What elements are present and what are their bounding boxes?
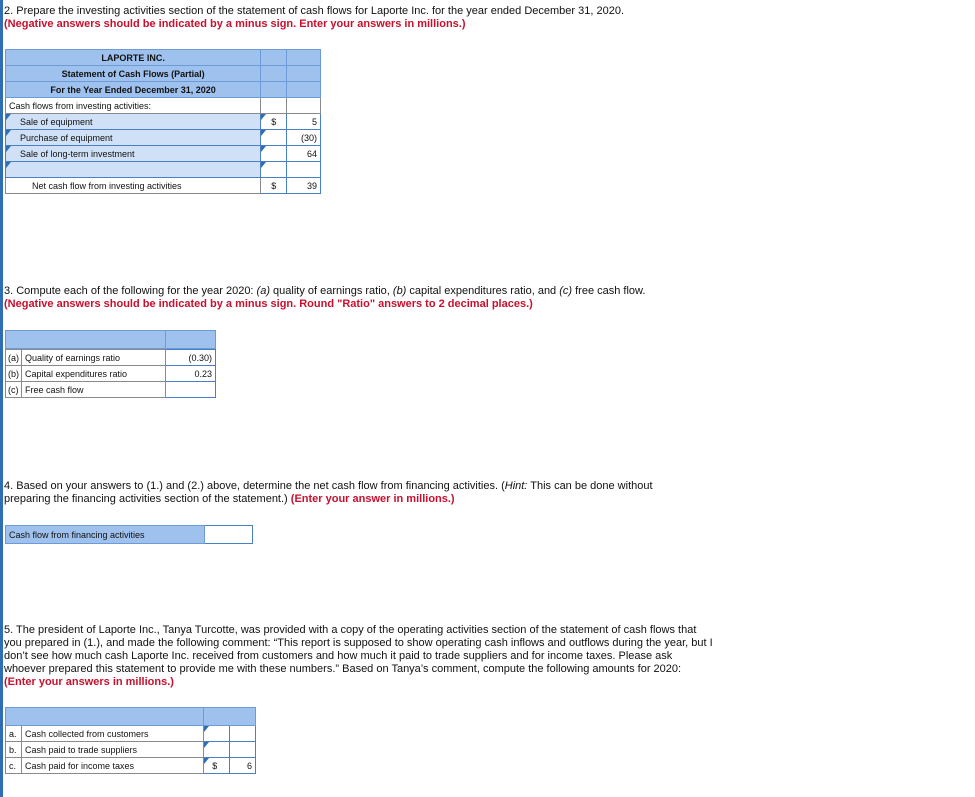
amount-a-dollar[interactable]	[204, 726, 230, 742]
net-investing-value: 39	[287, 178, 321, 194]
part2-text: 2. Prepare the investing activities section of the statement of cash flows for Laporte Inc. for the year ended December 31, 2020.	[4, 5, 625, 17]
amount-c-label: Cash paid for income taxes	[21, 758, 203, 774]
financing-label: Cash flow from financing activities	[6, 526, 205, 544]
section-label: Cash flows from investing activities:	[6, 98, 261, 114]
statement-title: Statement of Cash Flows (Partial)	[6, 66, 261, 82]
net-investing-label: Net cash flow from investing activities	[6, 178, 261, 194]
amount-b-letter: b.	[6, 742, 22, 758]
row-empty-value[interactable]	[287, 162, 321, 178]
part3-instruction: (Negative answers should be indicated by a minus sign. Round "Ratio" answers to 2 decimal places.)	[4, 298, 533, 310]
ratio-a-value[interactable]: (0.30)	[165, 350, 215, 366]
part2-question	[4, 5, 624, 31]
row-sale-investment-label[interactable]: Sale of long-term investment	[6, 146, 261, 162]
amount-c-dollar[interactable]: $	[204, 758, 230, 774]
ratio-b-value[interactable]: 0.23	[165, 366, 215, 382]
ratio-c-letter: (c)	[6, 382, 22, 398]
part3-text: 3. Compute each of the following for the year 2020: (a) quality of earnings ratio, (b) capital expenditures ratio, and (c) free cash flow.	[4, 285, 646, 297]
row-sale-equipment-label[interactable]: Sale of equipment	[6, 114, 261, 130]
amount-c-value[interactable]: 6	[230, 758, 256, 774]
part2-instruction: (Negative answers should be indicated by a minus sign. Enter your answers in millions.)	[4, 18, 466, 30]
financing-table	[5, 525, 253, 544]
amount-b-value[interactable]	[230, 742, 256, 758]
net-investing-dollar: $	[261, 178, 287, 194]
statement-period: For the Year Ended December 31, 2020	[6, 82, 261, 98]
amount-a-value[interactable]	[230, 726, 256, 742]
ratio-b-label: Capital expenditures ratio	[22, 366, 166, 382]
row-sale-equipment-value[interactable]: 5	[287, 114, 321, 130]
row-sale-investment-dollar[interactable]	[261, 146, 287, 162]
ratio-c-label: Free cash flow	[22, 382, 166, 398]
ratios-table	[5, 330, 216, 398]
amount-c-letter: c.	[6, 758, 22, 774]
part3-question	[4, 285, 645, 311]
amount-a-letter: a.	[6, 726, 22, 742]
row-sale-investment-value[interactable]: 64	[287, 146, 321, 162]
row-purchase-equipment-dollar[interactable]	[261, 130, 287, 146]
ratio-a-letter: (a)	[6, 350, 22, 366]
amount-b-dollar[interactable]	[204, 742, 230, 758]
row-sale-equipment-dollar[interactable]: $	[261, 114, 287, 130]
part5-question: 5. The president of Laporte Inc., Tanya Turcotte, was provided with a copy of the operating activities section of the statement of cash flows that you prepared in (1.), and made the following comment: “This report is supposed to show operating cash inflows and outflows during the year, but I don’t see how much cash Laporte Inc. received from customers and how much it paid to trade suppliers and for income taxes. Please ask whoever prepared this statement to provide me with these numbers.” Based on Tanya’s comment, compute the following amounts for 2020: (Enter your answers in millions.)	[4, 624, 713, 688]
amounts-table	[5, 707, 256, 774]
amount-b-label: Cash paid to trade suppliers	[21, 742, 203, 758]
row-purchase-equipment-value[interactable]: (30)	[287, 130, 321, 146]
ratio-b-letter: (b)	[6, 366, 22, 382]
left-accent-bar	[0, 0, 3, 797]
cash-flow-statement-table	[5, 49, 321, 194]
row-purchase-equipment-label[interactable]: Purchase of equipment	[6, 130, 261, 146]
row-empty-dollar[interactable]	[261, 162, 287, 178]
ratio-c-value[interactable]	[165, 382, 215, 398]
row-empty-label[interactable]	[6, 162, 261, 178]
amount-a-label: Cash collected from customers	[21, 726, 203, 742]
ratio-a-label: Quality of earnings ratio	[22, 350, 166, 366]
part4-question: 4. Based on your answers to (1.) and (2.) above, determine the net cash flow from financing activities. (Hint: This can be done without preparing the financing activities section of the statement.) (Enter your answer in millions.)	[4, 480, 653, 505]
company-name: LAPORTE INC.	[6, 50, 261, 66]
financing-value[interactable]	[205, 526, 253, 544]
